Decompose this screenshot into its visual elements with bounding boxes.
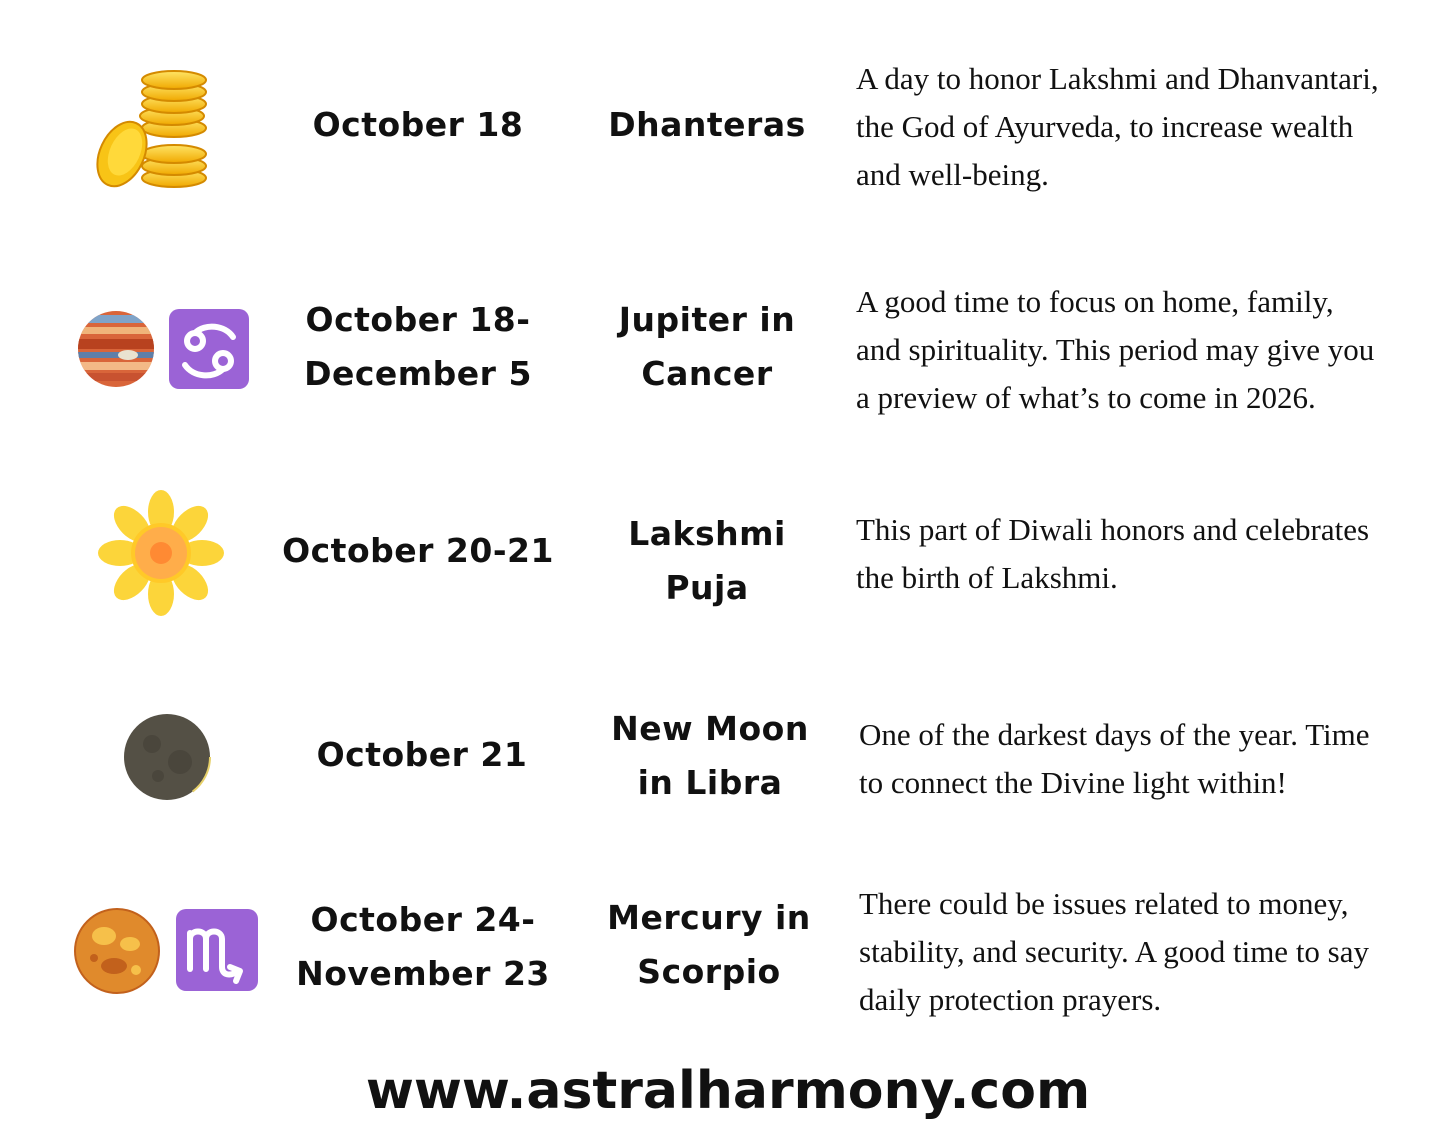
coins-icon bbox=[92, 66, 216, 190]
event-name: Jupiter in Cancer bbox=[618, 300, 796, 393]
event-description: There could be issues related to money, stability, and security. A good time to say daily protection prayers. bbox=[859, 886, 1370, 1017]
event-date: October 18 bbox=[312, 105, 524, 144]
event-name: Lakshmi Puja bbox=[628, 514, 786, 607]
event-description: A day to honor Lakshmi and Dhanvantari, the God of Ayurveda, to increase wealth and well-being. bbox=[856, 61, 1379, 192]
mercury-planet-icon bbox=[74, 908, 160, 994]
event-date: October 21 bbox=[316, 735, 528, 774]
cancer-zodiac-icon bbox=[169, 309, 249, 389]
event-date: October 18- December 5 bbox=[304, 300, 532, 393]
scorpio-zodiac-icon bbox=[176, 909, 258, 991]
event-date: October 20-21 bbox=[282, 531, 554, 570]
sunflower-icon bbox=[98, 490, 224, 616]
event-date: October 24- November 23 bbox=[296, 900, 550, 993]
new-moon-icon bbox=[122, 712, 212, 802]
event-name: New Moon in Libra bbox=[611, 709, 809, 802]
website-url[interactable]: www.astralharmony.com bbox=[365, 1061, 1091, 1121]
event-description: One of the darkest days of the year. Time to connect the Divine light within! bbox=[859, 717, 1370, 800]
jupiter-planet-icon bbox=[76, 309, 156, 389]
event-name: Dhanteras bbox=[608, 105, 806, 144]
event-description: A good time to focus on home, family, and spirituality. This period may give you a preview of what’s to come in 2026. bbox=[856, 284, 1375, 415]
event-description: This part of Diwali honors and celebrates the birth of Lakshmi. bbox=[856, 512, 1370, 595]
event-name: Mercury in Scorpio bbox=[607, 898, 811, 991]
